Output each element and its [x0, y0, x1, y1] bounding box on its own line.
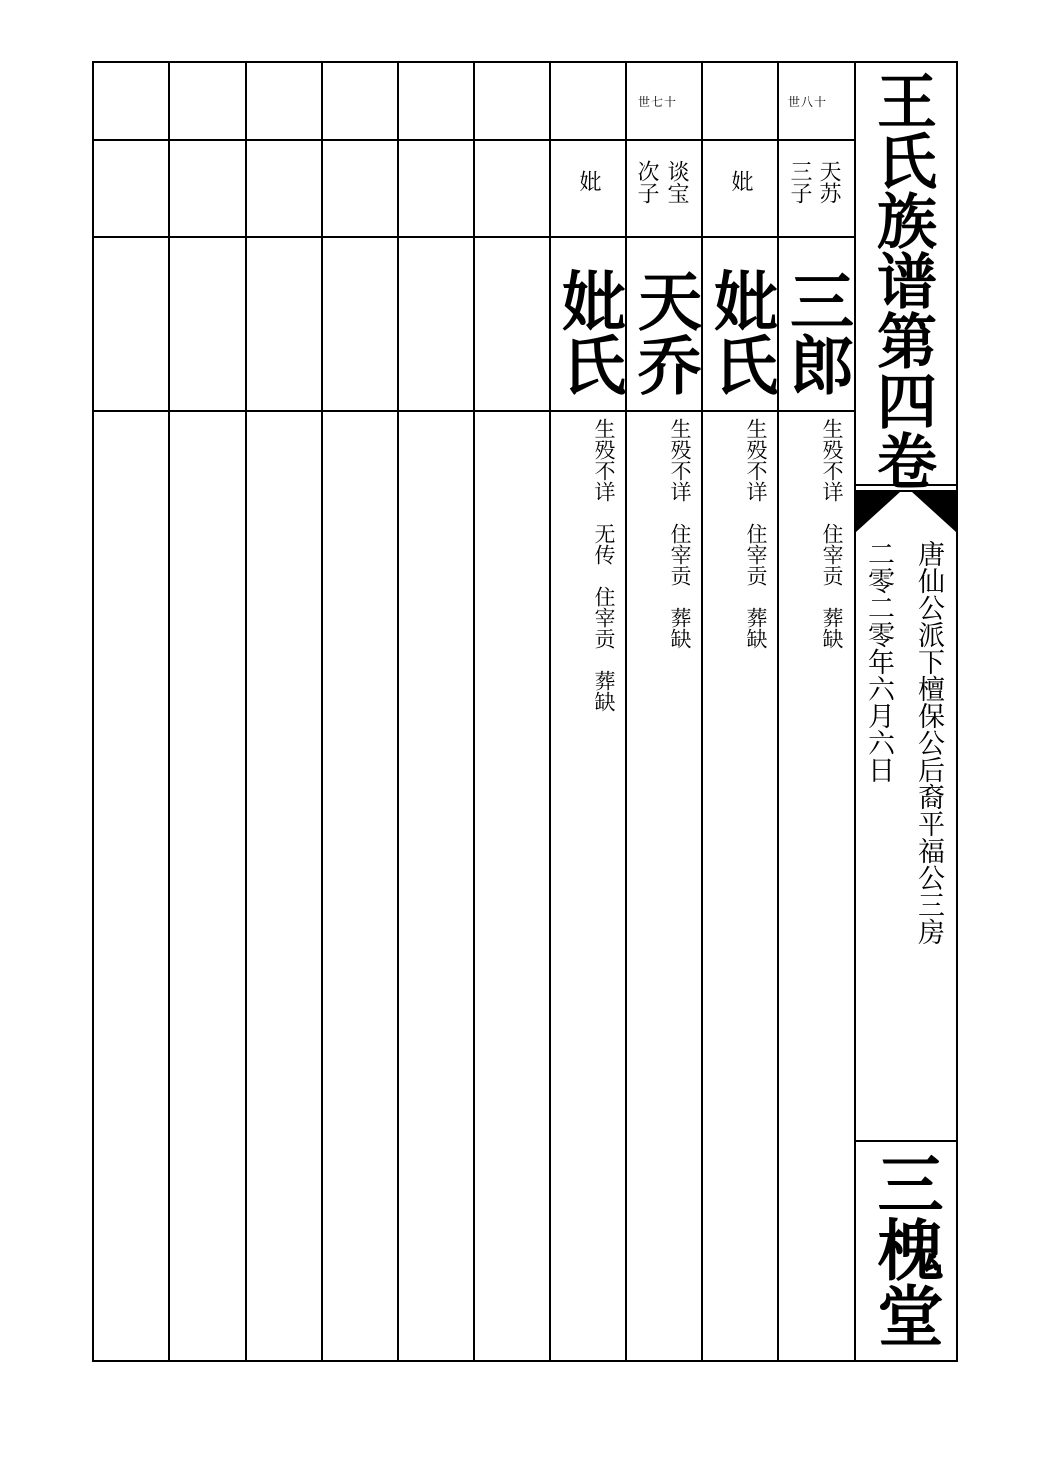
- column-divider: [625, 61, 627, 1362]
- person-name: 天乔: [627, 268, 702, 396]
- fishtail-ornament: [856, 492, 956, 540]
- row-divider-relation: [92, 236, 856, 238]
- column-divider: [473, 61, 475, 1362]
- person-details: 生殁不详 住宰贡 葬缺: [668, 418, 692, 649]
- relation-father: 谈宝: [664, 160, 689, 204]
- row-divider-name: [92, 410, 856, 412]
- title-panel-divider: [854, 61, 856, 1362]
- column-divider: [777, 61, 779, 1362]
- row-divider-generation: [92, 139, 856, 141]
- relation-spouse: 妣: [576, 170, 601, 192]
- person-details: 生殁不详 住宰贡 葬缺: [820, 418, 844, 649]
- person-details: 生殁不详 住宰贡 葬缺: [744, 418, 768, 649]
- column-divider: [168, 61, 170, 1362]
- book-title: 王氏族谱第四卷: [867, 70, 937, 490]
- person-name: 三郎: [779, 268, 854, 396]
- generation-label: 世七十: [638, 95, 678, 109]
- branch-subtitle: 唐仙公派下檀保公后裔平福公三房: [913, 540, 944, 945]
- generation-label: 世八十: [788, 95, 828, 109]
- person-name: 妣氏: [703, 268, 778, 396]
- hall-rule: [856, 1140, 956, 1142]
- relation-order: 三子: [787, 160, 812, 204]
- column-divider: [245, 61, 247, 1362]
- page-frame: [92, 61, 958, 1362]
- compile-date: 二零二零年六月六日: [863, 540, 894, 783]
- person-name: 妣氏: [551, 268, 626, 396]
- column-divider: [701, 61, 703, 1362]
- column-divider: [321, 61, 323, 1362]
- column-divider: [549, 61, 551, 1362]
- person-details: 生殁不详 无传 住宰贡 葬缺: [592, 418, 616, 712]
- relation-order: 次子: [634, 160, 659, 204]
- hall-name: 三槐堂: [866, 1150, 944, 1348]
- relation-spouse: 妣: [728, 170, 753, 192]
- relation-father: 天苏: [816, 160, 841, 204]
- column-divider: [397, 61, 399, 1362]
